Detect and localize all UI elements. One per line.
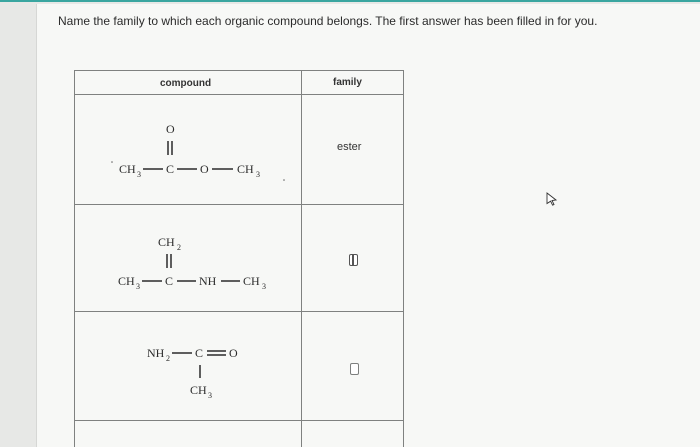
question-text: Name the family to which each organic compound belongs. The first answer has been filled in for you. [58, 14, 598, 28]
atom-label: CH [158, 235, 175, 249]
atom-label: O [229, 346, 238, 360]
compound-structure-3 [147, 346, 238, 400]
atom-subscript: 3 [136, 282, 140, 291]
atom-label: CH [243, 274, 260, 288]
atom-subscript: 2 [166, 354, 170, 363]
atom-subscript: 2 [177, 243, 181, 252]
atom-label: O [166, 122, 175, 136]
column-header-family: family [333, 77, 362, 88]
atom-label: C [166, 162, 175, 176]
atom-label: CH [237, 162, 254, 176]
atom-label: NH [147, 346, 165, 360]
stray-mark [111, 161, 113, 163]
atom-subscript: 3 [256, 170, 260, 179]
atom-label: CH [118, 274, 135, 288]
compound-structure-2 [118, 235, 266, 291]
mouse-pointer-icon [545, 192, 559, 206]
atom-label: CH [190, 383, 207, 397]
atom-label: C [165, 274, 174, 288]
compound-structure-1 [119, 122, 260, 179]
atom-label: C [195, 346, 204, 360]
atom-subscript: 3 [137, 170, 141, 179]
atom-label: NH [199, 274, 217, 288]
atom-label: O [200, 162, 209, 176]
family-answer-ester: ester [337, 141, 362, 153]
atom-label: CH [119, 162, 136, 176]
atom-subscript: 3 [208, 391, 212, 400]
column-header-compound: compound [160, 78, 212, 89]
atom-subscript: 3 [262, 282, 266, 291]
stray-mark [283, 179, 285, 181]
